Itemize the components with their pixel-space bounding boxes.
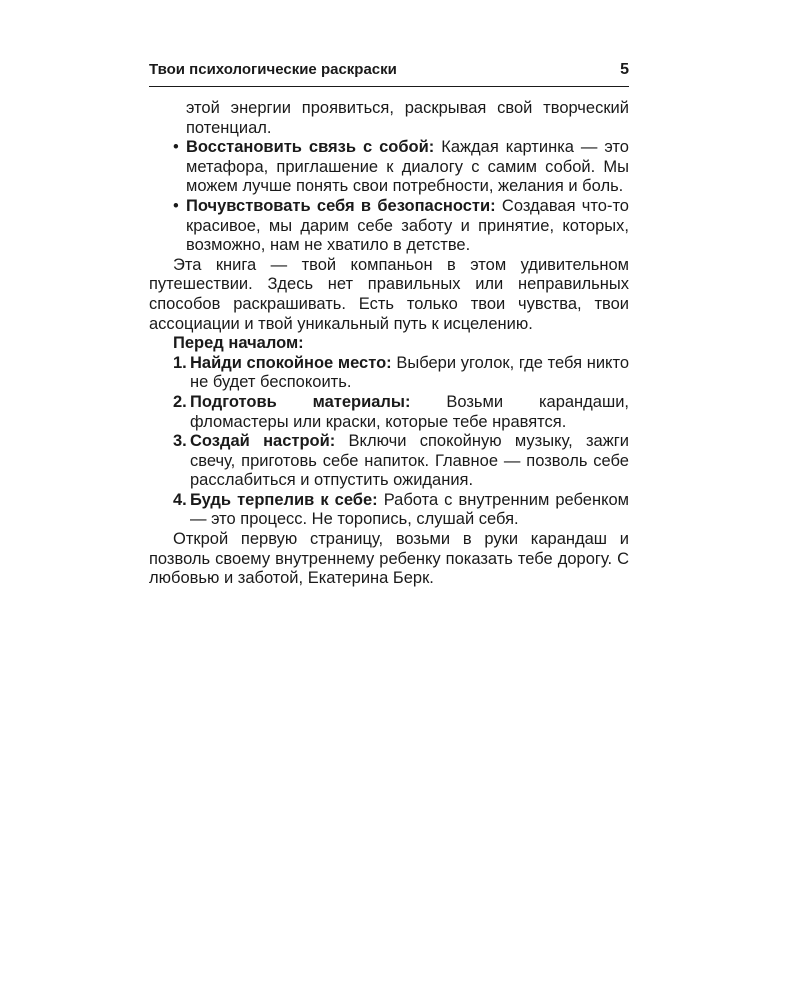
step-text: Возьми карандаши, фломастеры или краски, которые тебе нравятся. [190, 392, 630, 431]
book-title: Твои психологические раскраски [149, 61, 397, 78]
bullet-text: Каждая картинка — это метафора, приглашение к диалогу с самим собой. Мы можем лучше понять свои потребности, желания и боль. [186, 138, 629, 196]
benefits-list [149, 138, 629, 256]
closing-paragraph: Открой первую страницу, возьми в руки карандаш и позволь своему внутреннему ребенку показать тебе дорогу. С любовью и заботой, Екатерина Берк. [149, 530, 629, 588]
list-item [149, 138, 629, 197]
list-item [149, 393, 629, 432]
step-number: 1. [173, 353, 187, 372]
bullet-marker: • [173, 196, 179, 215]
list-item [149, 354, 629, 393]
bullet-heading: Восстановить связь с собой: [186, 138, 435, 157]
bullet-text: Создавая что-то красивое, мы дарим себе заботу и принятие, которых, возможно, нам не хватило в детстве. [186, 196, 629, 255]
list-item [149, 197, 629, 256]
step-heading: Создай настрой: [190, 432, 336, 451]
step-heading: Найди спокойное место: [190, 353, 392, 372]
step-text: Работа с внутренним ребенком — это процесс. Не торопись, слушай себя. [190, 490, 629, 529]
list-item [149, 432, 629, 491]
step-heading: Подготовь материалы: [190, 392, 411, 411]
page-number: 5 [620, 61, 629, 78]
bullet-heading: Почувствовать себя в безопасности: [186, 196, 496, 215]
step-number: 3. [173, 432, 187, 451]
running-header [149, 60, 629, 87]
intro-continuation: этой энергии проявиться, раскрывая свой творческий потенциал. [186, 99, 629, 137]
book-page [149, 60, 629, 589]
page-body [149, 99, 629, 589]
companion-paragraph: Эта книга — твой компаньон в этом удивительном путешествии. Здесь нет правильных или неправильных способов раскрашивать. Есть только твои чувства, твои ассоциации и твой уникальный путь к исцелению. [149, 255, 629, 333]
steps-list [149, 354, 629, 530]
step-number: 2. [173, 392, 187, 411]
step-text: Выбери уголок, где тебя никто не будет беспокоить. [190, 353, 629, 392]
step-number: 4. [173, 490, 187, 509]
list-item [149, 491, 629, 530]
step-heading: Будь терпелив к себе: [190, 490, 378, 509]
bullet-marker: • [173, 138, 179, 157]
before-start-heading: Перед началом: [173, 334, 304, 353]
step-text: Включи спокойную музыку, зажги свечу, приготовь себе напиток. Главное — позволь себе расслабиться и отпустить ожидания. [190, 432, 629, 490]
